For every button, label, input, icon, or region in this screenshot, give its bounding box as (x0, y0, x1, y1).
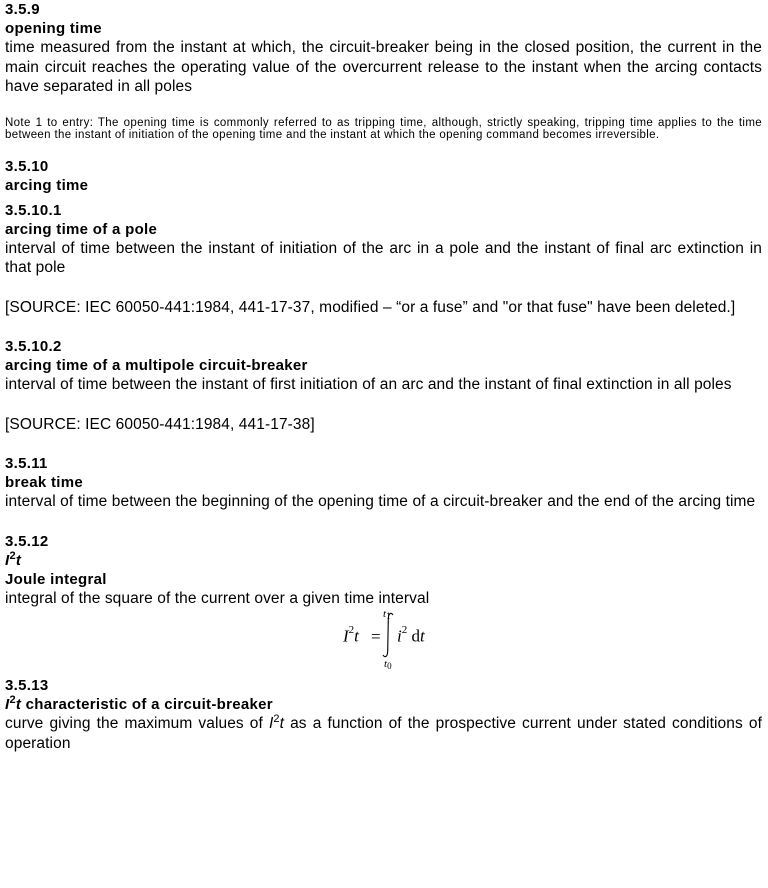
entry-3-5-10-2 (5, 337, 762, 434)
joule-integral-formula (5, 608, 762, 676)
entry-definition: time measured from the instant at which, the circuit-breaker being in the closed position, the current in the main circuit reaches the operating value of the overcurrent release to the instant when the arcing contacts have separated in all poles (5, 39, 762, 95)
entry-term: break time (5, 474, 84, 491)
entry-3-5-10 (5, 157, 762, 195)
formula-equals: = (371, 627, 381, 646)
entry-3-5-12 (5, 532, 762, 677)
entry-number: 3.5.13 (5, 677, 49, 694)
entry-definition: interval of time between the instant of first initiation of an arc and the instant of final extinction in all poles (5, 376, 732, 393)
entry-source: [SOURCE: IEC 60050-441:1984, 441-17-38] (5, 415, 315, 433)
entry-definition: interval of time between the instant of initiation of the arc in a pole and the instant of final arc extinction in that pole (5, 239, 762, 276)
entry-note: Note 1 to entry: The opening time is commonly referred to as tripping time, although, strictly speaking, tripping time applies to the time between the instant of initiation of the opening time and the instant at which the opening command becomes irreversible. (5, 116, 762, 141)
formula-lhs: $I^2t$ (343, 624, 359, 646)
entry-3-5-9 (5, 0, 762, 141)
entry-source: [SOURCE: IEC 60050-441:1984, 441-17-37, modified – “or a fuse” and "or that fuse" have been deleted.] (5, 298, 736, 316)
entry-term: Joule integral (5, 570, 107, 588)
entry-definition: interval of time between the beginning of the opening time of a circuit-breaker and the end of the arcing time (5, 493, 756, 510)
entry-3-5-13 (5, 676, 762, 753)
entry-number: 3.5.10.1 (5, 201, 62, 219)
entry-number: 3.5.10.2 (5, 338, 62, 355)
entry-definition: integral of the square of the current over a given time interval (5, 589, 430, 607)
formula-lower-limit: t0 (384, 658, 392, 671)
entry-number: 3.5.12 (5, 532, 49, 550)
entry-term: arcing time of a pole (5, 220, 158, 238)
entry-number: 3.5.9 (5, 1, 40, 18)
formula-upper-limit: t1 (383, 608, 391, 621)
entry-term: arcing time (5, 176, 89, 194)
entry-definition: curve giving the maximum values of $I^2t$ as a function of the prospective current under stated conditions of operation (5, 712, 763, 752)
entry-term: opening time (5, 20, 102, 37)
formula-integrand: $i^2$ dt (397, 624, 425, 646)
entry-term: $I^2t$ characteristic of a circuit-breaker (5, 694, 273, 713)
integral-sign-icon (381, 611, 395, 659)
entry-symbol: $I^2t$ (5, 549, 22, 569)
entry-number: 3.5.11 (5, 455, 48, 472)
entry-3-5-10-1 (5, 201, 762, 318)
entry-term: arcing time of a multipole circuit-breaker (5, 357, 308, 374)
entry-number: 3.5.10 (5, 157, 49, 175)
entry-3-5-11 (5, 454, 762, 512)
